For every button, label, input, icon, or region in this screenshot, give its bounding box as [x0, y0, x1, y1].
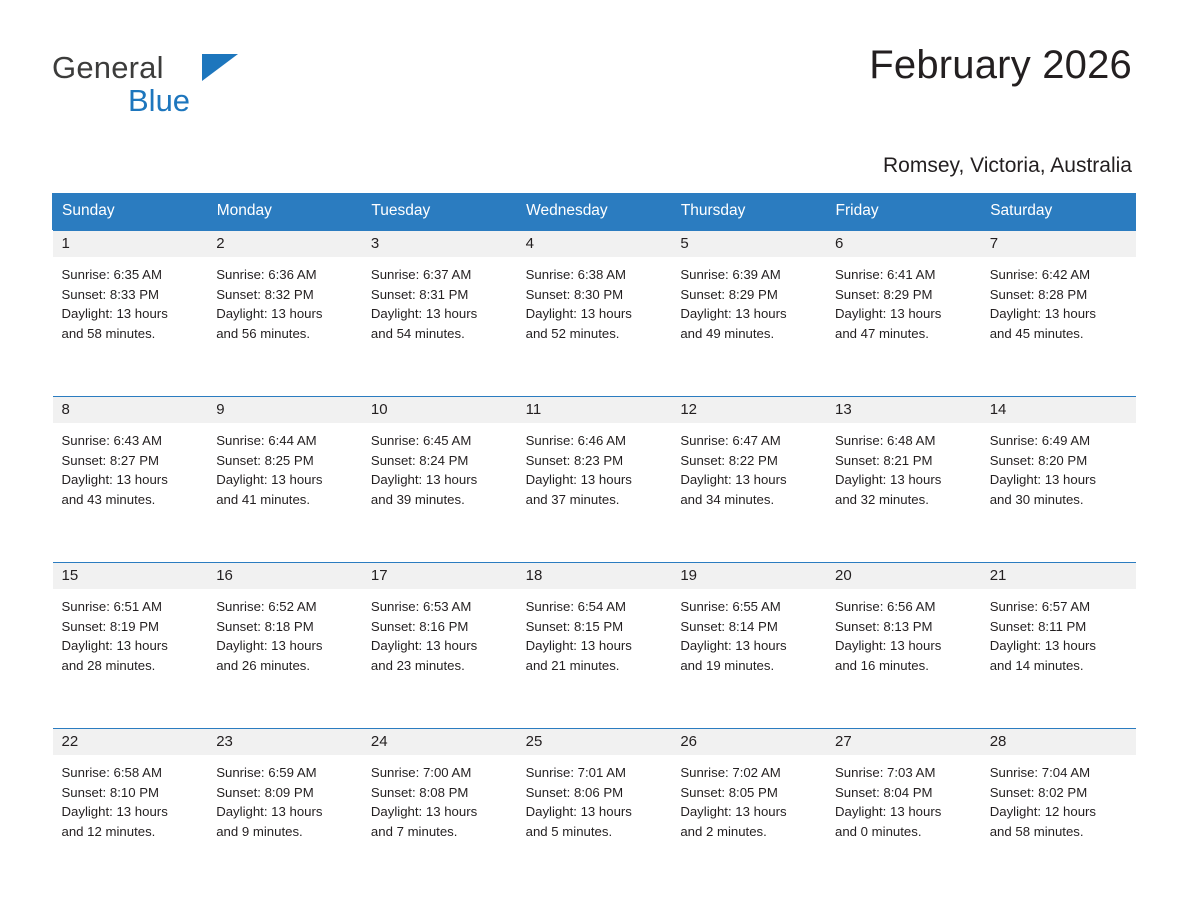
- sunrise-text: Sunrise: 6:48 AM: [835, 433, 936, 448]
- sunset-text: Sunset: 8:31 PM: [370, 286, 469, 302]
- sun-times-calendar: [52, 193, 1136, 894]
- sunrise-text: Sunrise: 7:03 AM: [835, 765, 936, 780]
- daylight-text-line2: and 14 minutes.: [989, 658, 1084, 674]
- sunrise-text: Sunrise: 6:51 AM: [61, 599, 162, 614]
- sunrise-text: Sunrise: 6:52 AM: [216, 599, 317, 614]
- daylight-text-line2: and 37 minutes.: [525, 492, 620, 508]
- day-cell: [981, 396, 1136, 562]
- sunrise-text: Sunrise: 6:53 AM: [370, 599, 472, 614]
- daylight-text-line2: and 21 minutes.: [525, 658, 620, 674]
- weekday-header-tuesday: Tuesday: [362, 194, 517, 230]
- weekday-header-sunday: Sunday: [53, 194, 208, 230]
- day-details: [826, 257, 981, 344]
- generalblue-logo: [52, 44, 272, 116]
- day-number: 2: [207, 230, 362, 257]
- day-cell: [671, 728, 826, 894]
- day-cell: [981, 230, 1136, 396]
- sunset-text: Sunset: 8:33 PM: [61, 286, 159, 302]
- sunset-text: Sunset: 8:09 PM: [216, 784, 314, 800]
- sunrise-text: Sunrise: 6:58 AM: [61, 765, 162, 780]
- day-number: 4: [517, 230, 672, 257]
- day-number: 26: [671, 728, 826, 755]
- daylight-text-line2: and 34 minutes.: [680, 492, 775, 508]
- logo-text-general: General: [52, 50, 164, 85]
- day-details: [671, 755, 826, 842]
- daylight-text-line1: Daylight: 13 hours: [680, 306, 787, 322]
- day-cell: [53, 230, 208, 396]
- daylight-text-line1: Daylight: 13 hours: [989, 638, 1097, 654]
- sunrise-text: Sunrise: 6:43 AM: [61, 433, 162, 448]
- day-details: [981, 257, 1136, 344]
- sunset-text: Sunset: 8:20 PM: [989, 452, 1088, 468]
- daylight-text-line1: Daylight: 13 hours: [216, 804, 323, 820]
- day-details: [981, 423, 1136, 510]
- daylight-text-line1: Daylight: 13 hours: [370, 472, 478, 488]
- daylight-text-line2: and 9 minutes.: [216, 824, 303, 840]
- day-details: [207, 257, 362, 344]
- day-details: [671, 423, 826, 510]
- sunset-text: Sunset: 8:23 PM: [525, 452, 624, 468]
- sunrise-text: Sunrise: 6:41 AM: [835, 267, 936, 282]
- sunset-text: Sunset: 8:29 PM: [680, 286, 778, 302]
- day-number: 16: [207, 562, 362, 589]
- daylight-text-line1: Daylight: 13 hours: [61, 638, 168, 654]
- daylight-text-line2: and 19 minutes.: [680, 658, 775, 674]
- sunset-text: Sunset: 8:29 PM: [835, 286, 933, 302]
- sunrise-text: Sunrise: 6:39 AM: [680, 267, 781, 282]
- day-number: 3: [362, 230, 517, 257]
- calendar-body: [53, 230, 1136, 894]
- daylight-text-line2: and 12 minutes.: [61, 824, 156, 840]
- week-row: [53, 230, 1136, 396]
- day-cell: [517, 230, 672, 396]
- daylight-text-line1: Daylight: 13 hours: [525, 638, 632, 654]
- daylight-text-line1: Daylight: 13 hours: [835, 804, 942, 820]
- daylight-text-line1: Daylight: 13 hours: [835, 472, 942, 488]
- day-number: 5: [671, 230, 826, 257]
- day-cell: [671, 562, 826, 728]
- day-number: 15: [53, 562, 208, 589]
- day-details: [362, 589, 517, 676]
- daylight-text-line2: and 58 minutes.: [989, 824, 1084, 840]
- day-cell: [362, 230, 517, 396]
- daylight-text-line1: Daylight: 13 hours: [61, 804, 168, 820]
- day-number: 18: [517, 562, 672, 589]
- day-details: [207, 589, 362, 676]
- weekday-header-row: [53, 194, 1136, 230]
- daylight-text-line2: and 2 minutes.: [680, 824, 767, 840]
- location-subtitle: Romsey, Victoria, Australia: [883, 154, 1132, 177]
- day-details: [207, 423, 362, 510]
- sunset-text: Sunset: 8:22 PM: [680, 452, 778, 468]
- sunset-text: Sunset: 8:08 PM: [370, 784, 469, 800]
- day-number: 1: [53, 230, 208, 257]
- day-cell: [53, 396, 208, 562]
- day-number: 9: [207, 396, 362, 423]
- title-block: [869, 44, 1136, 86]
- day-cell: [53, 728, 208, 894]
- day-number: 19: [671, 562, 826, 589]
- daylight-text-line2: and 5 minutes.: [525, 824, 613, 840]
- daylight-text-line2: and 47 minutes.: [835, 326, 929, 342]
- sunset-text: Sunset: 8:11 PM: [989, 618, 1087, 634]
- daylight-text-line2: and 58 minutes.: [61, 326, 156, 342]
- week-row: [53, 396, 1136, 562]
- day-cell: [207, 728, 362, 894]
- daylight-text-line2: and 52 minutes.: [525, 326, 620, 342]
- logo-triangle-icon: [202, 54, 238, 81]
- day-number: 25: [517, 728, 672, 755]
- day-number: 22: [53, 728, 208, 755]
- day-cell: [362, 728, 517, 894]
- daylight-text-line2: and 56 minutes.: [216, 326, 311, 342]
- day-details: [981, 589, 1136, 676]
- sunset-text: Sunset: 8:16 PM: [370, 618, 469, 634]
- weekday-header-saturday: Saturday: [981, 194, 1136, 230]
- daylight-text-line1: Daylight: 13 hours: [989, 306, 1097, 322]
- day-details: [671, 589, 826, 676]
- day-details: [53, 257, 208, 344]
- day-cell: [207, 396, 362, 562]
- day-cell: [362, 396, 517, 562]
- day-cell: [517, 396, 672, 562]
- sunrise-text: Sunrise: 6:38 AM: [525, 267, 627, 282]
- sunrise-text: Sunrise: 7:02 AM: [680, 765, 781, 780]
- sunset-text: Sunset: 8:15 PM: [525, 618, 624, 634]
- daylight-text-line1: Daylight: 13 hours: [835, 306, 942, 322]
- sunset-text: Sunset: 8:24 PM: [370, 452, 469, 468]
- sunrise-text: Sunrise: 7:04 AM: [989, 765, 1091, 780]
- sunset-text: Sunset: 8:18 PM: [216, 618, 314, 634]
- weekday-header-wednesday: Wednesday: [517, 194, 672, 230]
- daylight-text-line1: Daylight: 13 hours: [216, 306, 323, 322]
- daylight-text-line1: Daylight: 13 hours: [835, 638, 942, 654]
- daylight-text-line1: Daylight: 13 hours: [525, 804, 632, 820]
- sunrise-text: Sunrise: 6:59 AM: [216, 765, 317, 780]
- sunset-text: Sunset: 8:27 PM: [61, 452, 159, 468]
- daylight-text-line2: and 23 minutes.: [370, 658, 465, 674]
- day-number: 23: [207, 728, 362, 755]
- day-details: [826, 589, 981, 676]
- day-details: [826, 755, 981, 842]
- sunset-text: Sunset: 8:28 PM: [989, 286, 1088, 302]
- day-cell: [517, 728, 672, 894]
- day-cell: [671, 396, 826, 562]
- day-cell: [53, 562, 208, 728]
- daylight-text-line1: Daylight: 13 hours: [370, 306, 478, 322]
- day-number: 11: [517, 396, 672, 423]
- day-cell: [362, 562, 517, 728]
- sunset-text: Sunset: 8:10 PM: [61, 784, 159, 800]
- day-number: 12: [671, 396, 826, 423]
- day-details: [671, 257, 826, 344]
- sunset-text: Sunset: 8:30 PM: [525, 286, 624, 302]
- sunrise-text: Sunrise: 6:36 AM: [216, 267, 317, 282]
- daylight-text-line1: Daylight: 13 hours: [680, 638, 787, 654]
- day-cell: [981, 728, 1136, 894]
- sunset-text: Sunset: 8:19 PM: [61, 618, 159, 634]
- daylight-text-line1: Daylight: 13 hours: [680, 472, 787, 488]
- logo-text-blue: Blue: [128, 83, 191, 118]
- sunrise-text: Sunrise: 6:49 AM: [989, 433, 1091, 448]
- day-details: [53, 755, 208, 842]
- day-cell: [207, 562, 362, 728]
- sunrise-text: Sunrise: 6:55 AM: [680, 599, 781, 614]
- day-number: 17: [362, 562, 517, 589]
- sunrise-text: Sunrise: 6:56 AM: [835, 599, 936, 614]
- day-details: [362, 257, 517, 344]
- daylight-text-line1: Daylight: 13 hours: [525, 306, 632, 322]
- day-cell: [826, 728, 981, 894]
- week-row: [53, 562, 1136, 728]
- daylight-text-line2: and 49 minutes.: [680, 326, 775, 342]
- day-number: 13: [826, 396, 981, 423]
- daylight-text-line2: and 30 minutes.: [989, 492, 1084, 508]
- daylight-text-line2: and 0 minutes.: [835, 824, 922, 840]
- sunrise-text: Sunrise: 6:45 AM: [370, 433, 472, 448]
- day-details: [362, 423, 517, 510]
- day-details: [517, 257, 672, 344]
- daylight-text-line2: and 16 minutes.: [835, 658, 929, 674]
- sunset-text: Sunset: 8:02 PM: [989, 784, 1088, 800]
- sunset-text: Sunset: 8:25 PM: [216, 452, 314, 468]
- daylight-text-line1: Daylight: 13 hours: [680, 804, 787, 820]
- daylight-text-line1: Daylight: 13 hours: [216, 638, 323, 654]
- day-number: 14: [981, 396, 1136, 423]
- sunset-text: Sunset: 8:06 PM: [525, 784, 624, 800]
- daylight-text-line2: and 43 minutes.: [61, 492, 156, 508]
- sunrise-text: Sunrise: 7:01 AM: [525, 765, 627, 780]
- sunrise-text: Sunrise: 6:42 AM: [989, 267, 1091, 282]
- sunset-text: Sunset: 8:21 PM: [835, 452, 933, 468]
- day-details: [517, 423, 672, 510]
- day-cell: [671, 230, 826, 396]
- daylight-text-line2: and 39 minutes.: [370, 492, 465, 508]
- week-row: [53, 728, 1136, 894]
- day-cell: [517, 562, 672, 728]
- day-number: 21: [981, 562, 1136, 589]
- sunset-text: Sunset: 8:13 PM: [835, 618, 933, 634]
- day-details: [981, 755, 1136, 842]
- day-cell: [826, 230, 981, 396]
- daylight-text-line1: Daylight: 13 hours: [989, 472, 1097, 488]
- sunrise-text: Sunrise: 6:37 AM: [370, 267, 472, 282]
- sunrise-text: Sunrise: 6:35 AM: [61, 267, 162, 282]
- daylight-text-line2: and 41 minutes.: [216, 492, 311, 508]
- daylight-text-line1: Daylight: 13 hours: [61, 472, 168, 488]
- sunrise-text: Sunrise: 6:54 AM: [525, 599, 627, 614]
- daylight-text-line2: and 28 minutes.: [61, 658, 156, 674]
- day-cell: [826, 562, 981, 728]
- daylight-text-line2: and 7 minutes.: [370, 824, 458, 840]
- day-number: 28: [981, 728, 1136, 755]
- sunset-text: Sunset: 8:32 PM: [216, 286, 314, 302]
- daylight-text-line2: and 32 minutes.: [835, 492, 929, 508]
- weekday-header-friday: Friday: [826, 194, 981, 230]
- day-details: [517, 589, 672, 676]
- daylight-text-line1: Daylight: 12 hours: [989, 804, 1097, 820]
- sunset-text: Sunset: 8:04 PM: [835, 784, 933, 800]
- day-details: [826, 423, 981, 510]
- day-details: [362, 755, 517, 842]
- daylight-text-line2: and 26 minutes.: [216, 658, 311, 674]
- day-cell: [826, 396, 981, 562]
- day-cell: [981, 562, 1136, 728]
- day-details: [207, 755, 362, 842]
- day-details: [53, 423, 208, 510]
- sunset-text: Sunset: 8:05 PM: [680, 784, 778, 800]
- daylight-text-line1: Daylight: 13 hours: [61, 306, 168, 322]
- daylight-text-line1: Daylight: 13 hours: [370, 804, 478, 820]
- weekday-header-thursday: Thursday: [671, 194, 826, 230]
- sunset-text: Sunset: 8:14 PM: [680, 618, 778, 634]
- sunrise-text: Sunrise: 7:00 AM: [370, 765, 472, 780]
- daylight-text-line2: and 54 minutes.: [370, 326, 465, 342]
- day-number: 20: [826, 562, 981, 589]
- daylight-text-line1: Daylight: 13 hours: [525, 472, 632, 488]
- day-number: 6: [826, 230, 981, 257]
- sunrise-text: Sunrise: 6:44 AM: [216, 433, 317, 448]
- page-header: [52, 44, 1136, 130]
- weekday-header-monday: Monday: [207, 194, 362, 230]
- day-number: 8: [53, 396, 208, 423]
- sunrise-text: Sunrise: 6:57 AM: [989, 599, 1091, 614]
- sunrise-text: Sunrise: 6:46 AM: [525, 433, 627, 448]
- day-cell: [207, 230, 362, 396]
- day-details: [517, 755, 672, 842]
- daylight-text-line1: Daylight: 13 hours: [370, 638, 478, 654]
- day-number: 10: [362, 396, 517, 423]
- day-details: [53, 589, 208, 676]
- daylight-text-line2: and 45 minutes.: [989, 326, 1084, 342]
- day-number: 24: [362, 728, 517, 755]
- day-number: 27: [826, 728, 981, 755]
- sunrise-text: Sunrise: 6:47 AM: [680, 433, 781, 448]
- daylight-text-line1: Daylight: 13 hours: [216, 472, 323, 488]
- day-number: 7: [981, 230, 1136, 257]
- page-title: February 2026: [869, 43, 1132, 87]
